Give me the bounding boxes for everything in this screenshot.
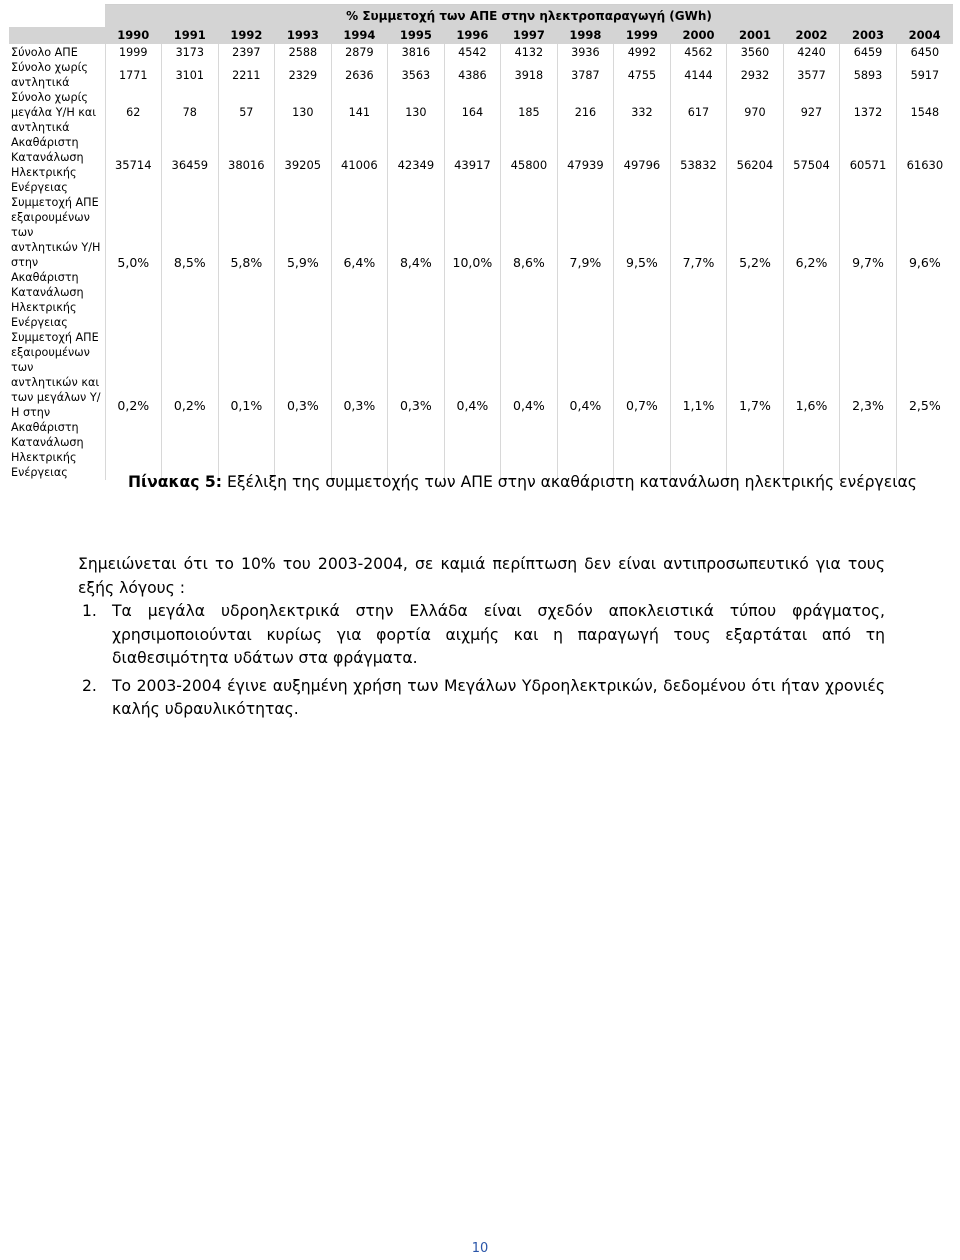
table-cell: 130	[275, 90, 332, 135]
table-cell: 4144	[670, 60, 727, 90]
table-cell: 7,9%	[557, 195, 614, 330]
table-row	[9, 60, 953, 90]
year-header: 2001	[727, 27, 784, 44]
list-item-number: 2.	[82, 676, 97, 695]
table-cell: 10,0%	[444, 195, 501, 330]
table-cell: 1372	[840, 90, 897, 135]
row-label: Σύνολο χωρίς μεγάλα Υ/Η και αντλητικά	[11, 91, 97, 134]
year-header: 2004	[896, 27, 953, 44]
row-label: Ακαθάριστη Κατανάλωση Ηλεκτρικής Ενέργειας	[11, 136, 84, 194]
table-cell: 5893	[840, 60, 897, 90]
year-header: 1997	[501, 27, 558, 44]
year-header: 2000	[670, 27, 727, 44]
table-cell: 5,9%	[275, 195, 332, 330]
table-cell: 2588	[275, 44, 332, 60]
table-cell: 1,6%	[783, 330, 840, 480]
table-cell: 5917	[896, 60, 953, 90]
table-cell: 0,1%	[218, 330, 275, 480]
table-cell: 1,7%	[727, 330, 784, 480]
list-item-text: Το 2003-2004 έγινε αυξημένη χρήση των Μεγάλων Υδροηλεκτρικών, δεδομένου ότι ήταν χρονιές καλής υδραυλικότητας.	[112, 676, 885, 718]
table-cell: 2879	[331, 44, 388, 60]
table-cell: 0,3%	[331, 330, 388, 480]
table-cell: 49796	[614, 135, 671, 195]
table-row	[9, 330, 953, 480]
row-label: Συμμετοχή ΑΠΕ εξαιρουμένων των αντλητικών και των μεγάλων Υ/Η στην Ακαθάριστη Κατανάλωση Ηλεκτρικής Ενέργειας	[11, 331, 101, 479]
table-cell: 9,5%	[614, 195, 671, 330]
table-cell: 8,4%	[388, 195, 445, 330]
table-cell: 35714	[105, 135, 162, 195]
table-caption	[128, 473, 948, 491]
table-cell: 41006	[331, 135, 388, 195]
table-row	[9, 44, 953, 60]
table-cell: 141	[331, 90, 388, 135]
table-cell: 617	[670, 90, 727, 135]
row-label: Σύνολο χωρίς αντλητικά	[11, 61, 88, 89]
table-cell: 0,7%	[614, 330, 671, 480]
year-header: 1996	[444, 27, 501, 44]
table-cell: 970	[727, 90, 784, 135]
table-cell: 5,0%	[105, 195, 162, 330]
table-cell: 2,3%	[840, 330, 897, 480]
table-cell: 57	[218, 90, 275, 135]
year-header: 1990	[105, 27, 162, 44]
table-cell: 2329	[275, 60, 332, 90]
year-header: 1998	[557, 27, 614, 44]
table-cell: 0,4%	[501, 330, 558, 480]
year-header: 1992	[218, 27, 275, 44]
table-cell: 185	[501, 90, 558, 135]
year-header: 2002	[783, 27, 840, 44]
table-body	[9, 44, 953, 480]
table-cell: 1,1%	[670, 330, 727, 480]
table-cell: 47939	[557, 135, 614, 195]
page-number: 10	[471, 1241, 489, 1256]
year-header-corner	[9, 27, 105, 44]
table-cell: 8,5%	[162, 195, 219, 330]
list-item	[78, 600, 885, 671]
year-header: 1994	[331, 27, 388, 44]
table-cell: 2932	[727, 60, 784, 90]
table-cell: 4755	[614, 60, 671, 90]
table-cell: 4386	[444, 60, 501, 90]
table-cell: 42349	[388, 135, 445, 195]
table-cell: 60571	[840, 135, 897, 195]
table-row	[9, 195, 953, 330]
table-cell: 6459	[840, 44, 897, 60]
table-cell: 0,3%	[275, 330, 332, 480]
table-cell: 4562	[670, 44, 727, 60]
table-cell: 3936	[557, 44, 614, 60]
table-cell: 43917	[444, 135, 501, 195]
table-cell: 5,2%	[727, 195, 784, 330]
caption-text: Εξέλιξη της συμμετοχής των ΑΠΕ στην ακαθάριστη κατανάλωση ηλεκτρικής ενέργειας	[222, 473, 917, 491]
table-cell: 9,6%	[896, 195, 953, 330]
year-header: 1991	[162, 27, 219, 44]
year-header-row	[9, 27, 953, 44]
renewables-share-table	[9, 4, 953, 480]
year-header: 1999	[614, 27, 671, 44]
table-cell: 45800	[501, 135, 558, 195]
table-cell: 6450	[896, 44, 953, 60]
table-cell: 56204	[727, 135, 784, 195]
table-cell: 4542	[444, 44, 501, 60]
table-corner	[9, 5, 105, 28]
list-item	[78, 675, 885, 722]
table-cell: 216	[557, 90, 614, 135]
table-cell: 9,7%	[840, 195, 897, 330]
table-cell: 3816	[388, 44, 445, 60]
table-cell: 6,2%	[783, 195, 840, 330]
reasons-list	[78, 600, 885, 722]
table-cell: 1999	[105, 44, 162, 60]
table-cell: 130	[388, 90, 445, 135]
table-cell: 39205	[275, 135, 332, 195]
year-header: 1993	[275, 27, 332, 44]
table-cell: 53832	[670, 135, 727, 195]
table-cell: 4132	[501, 44, 558, 60]
table-cell: 78	[162, 90, 219, 135]
table-row	[9, 135, 953, 195]
table-row	[9, 90, 953, 135]
table-cell: 7,7%	[670, 195, 727, 330]
row-label: Συμμετοχή ΑΠΕ εξαιρουμένων των αντλητικών Υ/Η στην Ακαθάριστη Κατανάλωση Ηλεκτρικής Ενέργειας	[11, 196, 101, 329]
table-cell: 5,8%	[218, 195, 275, 330]
table-cell: 0,2%	[162, 330, 219, 480]
list-item-number: 1.	[82, 602, 97, 620]
table-cell: 38016	[218, 135, 275, 195]
table-cell: 332	[614, 90, 671, 135]
table-cell: 2397	[218, 44, 275, 60]
table-cell: 0,3%	[388, 330, 445, 480]
table-cell: 1548	[896, 90, 953, 135]
table-cell: 3560	[727, 44, 784, 60]
caption-label: Πίνακας 5:	[128, 473, 223, 491]
table-cell: 164	[444, 90, 501, 135]
table-cell: 3577	[783, 60, 840, 90]
table-cell: 62	[105, 90, 162, 135]
table-cell: 3173	[162, 44, 219, 60]
body-text	[78, 553, 885, 726]
intro-paragraph: Σημειώνεται ότι το 10% του 2003-2004, σε καμιά περίπτωση δεν είναι αντιπροσωπευτικό για τους εξής λόγους :	[78, 555, 885, 597]
table-cell: 4992	[614, 44, 671, 60]
table-cell: 0,2%	[105, 330, 162, 480]
table-cell: 36459	[162, 135, 219, 195]
table-cell: 2211	[218, 60, 275, 90]
table-cell: 57504	[783, 135, 840, 195]
table-cell: 3787	[557, 60, 614, 90]
list-item-text: Τα μεγάλα υδροηλεκτρικά στην Ελλάδα είναι σχεδόν αποκλειστικά τύπου φράγματος, χρησιμοποιούνται κυρίως για φορτία αιχμής και η παραγωγή τους εξαρτάται από τη διαθεσιμότητα υδάτων στα φράγματα.	[112, 602, 885, 667]
table-cell: 927	[783, 90, 840, 135]
table-cell: 0,4%	[557, 330, 614, 480]
table-cell: 8,6%	[501, 195, 558, 330]
table-cell: 61630	[896, 135, 953, 195]
table-title: % Συμμετοχή των ΑΠΕ στην ηλεκτροπαραγωγή (GWh)	[105, 5, 953, 28]
table-cell: 2636	[331, 60, 388, 90]
table-cell: 2,5%	[896, 330, 953, 480]
table-cell: 6,4%	[331, 195, 388, 330]
row-label: Σύνολο ΑΠΕ	[11, 45, 78, 59]
year-header: 1995	[388, 27, 445, 44]
table-cell: 1771	[105, 60, 162, 90]
table-cell: 3101	[162, 60, 219, 90]
table-cell: 4240	[783, 44, 840, 60]
table-cell: 3918	[501, 60, 558, 90]
table-cell: 3563	[388, 60, 445, 90]
year-header: 2003	[840, 27, 897, 44]
table-cell: 0,4%	[444, 330, 501, 480]
